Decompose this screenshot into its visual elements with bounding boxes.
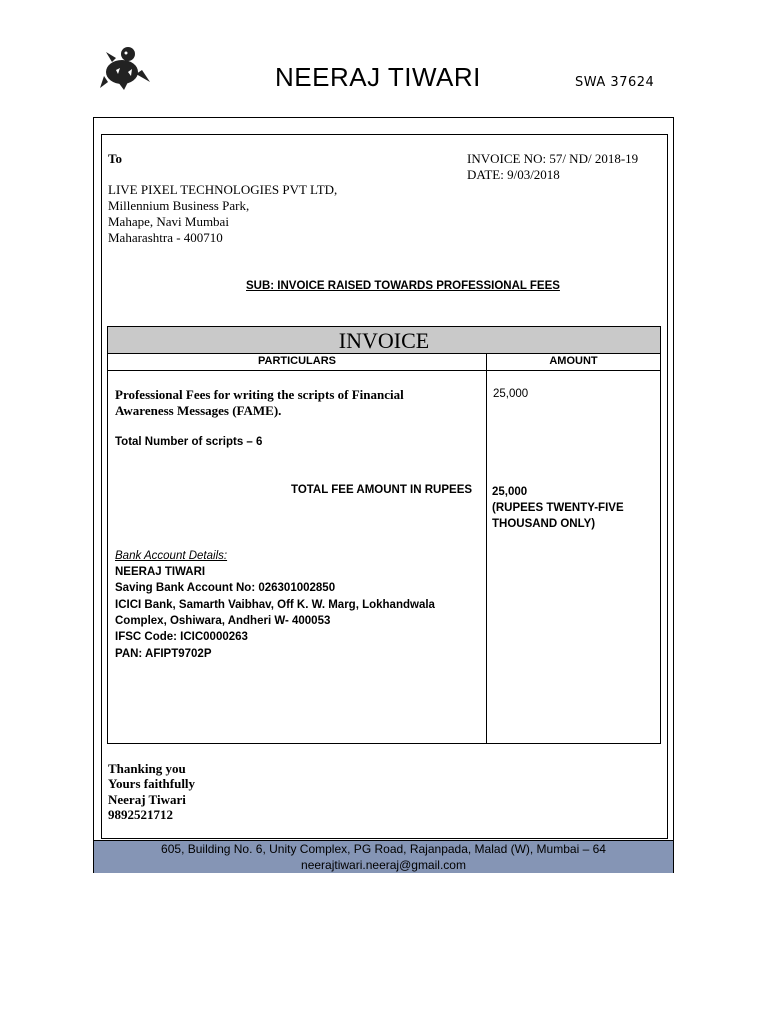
footer-address: 605, Building No. 6, Unity Complex, PG Road, Rajanpada, Malad (W), Mumbai – 64 [161,842,606,856]
recipient-line-1: LIVE PIXEL TECHNOLOGIES PVT LTD, [108,182,338,197]
bank-address-line-1: ICICI Bank, Samarth Vaibhav, Off K. W. Marg, Lokhandwala [115,599,435,611]
item-amount: 25,000 [493,388,529,400]
sender-name-heading: NEERAJ TIWARI [275,62,481,92]
bank-account-holder: NEERAJ TIWARI [115,566,206,578]
footer-contact-bar [94,840,673,873]
logo-icon [98,42,152,90]
to-label: To [108,151,122,166]
column-header-row [108,353,660,371]
closing-salutation: Yours faithfully [108,776,196,791]
total-amount-words-line-2: THOUSAND ONLY) [492,518,596,530]
closing-phone: 9892521712 [108,807,173,822]
bank-ifsc-code: IFSC Code: ICIC0000263 [115,631,248,643]
closing-thanks: Thanking you [108,761,186,776]
total-amount-words-line-1: (RUPEES TWENTY-FIVE [492,502,624,514]
bank-account-number: Saving Bank Account No: 026301002850 [115,582,336,594]
invoice-date: DATE: 9/03/2018 [467,167,560,182]
total-amount: 25,000 [492,486,528,498]
recipient-line-4: Maharashtra - 400710 [108,230,223,245]
column-header-amount: AMOUNT [549,355,598,367]
recipient-line-2: Millennium Business Park, [108,198,250,213]
bank-address-line-2: Complex, Oshiwara, Andheri W- 400053 [115,615,331,627]
scripts-count: Total Number of scripts – 6 [115,436,263,448]
bank-details-heading: Bank Account Details: [115,550,228,562]
recipient-line-3: Mahape, Navi Mumbai [108,214,229,229]
sender-code: SWA 37624 [575,75,655,90]
invoice-subject: SUB: INVOICE RAISED TOWARDS PROFESSIONAL FEES [246,280,560,292]
footer-email: neerajtiwari.neeraj@gmail.com [301,858,466,872]
closing-name: Neeraj Tiwari [108,792,186,807]
column-divider [486,353,487,743]
total-fee-label: TOTAL FEE AMOUNT IN RUPEES [291,484,473,496]
item-description-line-1: Professional Fees for writing the scripts of Financial [115,387,404,402]
column-header-particulars: PARTICULARS [257,355,336,367]
invoice-table-title: INVOICE [108,327,660,354]
item-description-line-2: Awareness Messages (FAME). [115,403,282,418]
pan-number: PAN: AFIPT9702P [115,648,212,660]
invoice-number: INVOICE NO: 57/ ND/ 2018-19 [467,151,639,166]
